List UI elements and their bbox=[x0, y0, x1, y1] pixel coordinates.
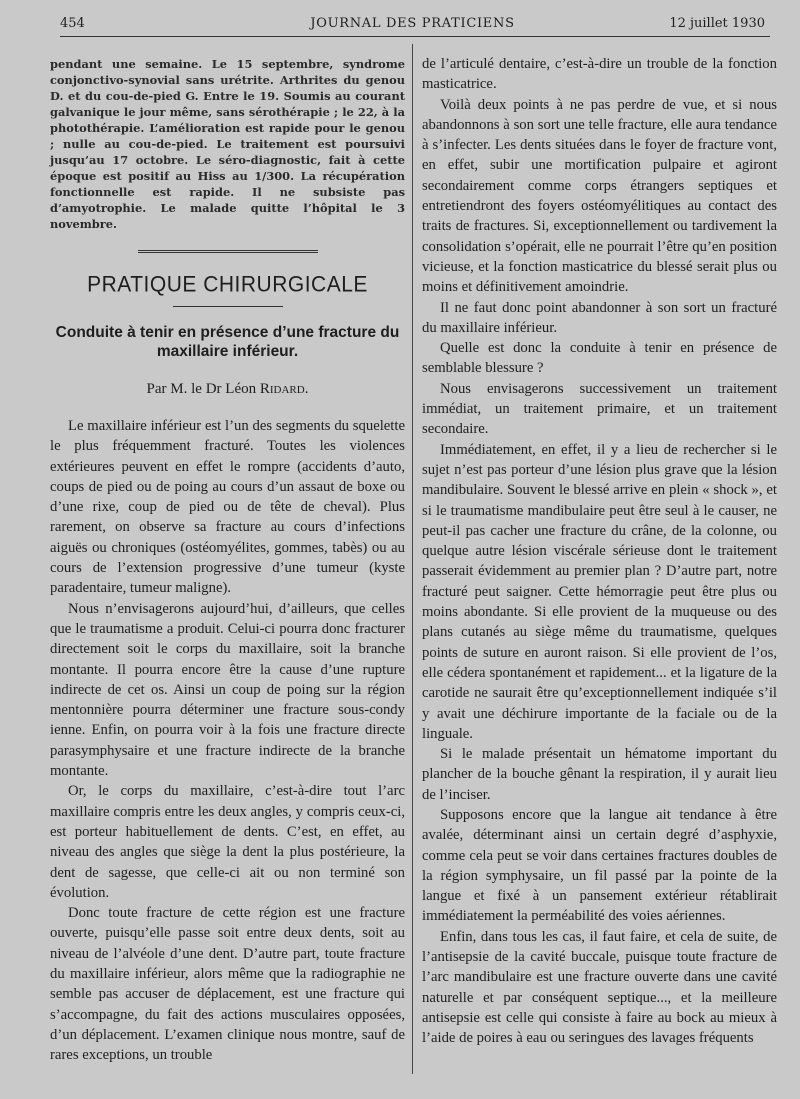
case-note bbox=[50, 56, 405, 232]
paragraph: Immédiatement, en effet, il y a lieu de rechercher si le sujet n’est pas porteur d’une lésion plus grave que la lésion mandibulaire. Souvent le blessé arrive en plein « shock », et si le traumatisme mandibulaire peut être seul à le causer, ne peut-il pas cacher une fracture du crâne, de la colonne, ou quelque autre lésion viscérale sérieuse dont le traitement passerait évidemment au premier plan ? D’autre part, notre fracturé peut saigner. Cette hémorragie peut être plus ou moins abondante. Si elle provient de la muqueuse ou des plans cutanés au siège même du traumatisme, quelques points de suture en auront raison. Si elle provient de l’os, elle cédera spontanément et rapidement... et la ligature de la carotide ne saurait être qu’exceptionnellement indiquée s’il y avait une déchirure importante de la faciale ou de la linguale. bbox=[422, 441, 777, 742]
paragraph: Or, le corps du maxillaire, c’est-à-dire tout l’arc maxillaire compris entre les deux angles, y compris ceux-ci, est porteur habituellement de dents. C’est, en effet, au niveau des angles que siège la dent la plus postérieure, la dent de sagesse, que celle-ci ait ou non terminé son évolution. bbox=[50, 783, 405, 901]
paragraph: Enfin, dans tous les cas, il faut faire, et cela de suite, de l’antisepsie de la cavité buccale, puisque toute fracture de l’arc mandibulaire est une fracture ouverte dans une cavité naturelle et par conséquent septique..., et la meilleure antisepsie est celle qui consiste à faire au bock au mieux à l’aide de poires à eau ou seringues des lavages fréquents bbox=[422, 928, 777, 1047]
journal-title: JOURNAL DES PRATICIENS bbox=[310, 16, 515, 31]
left-column bbox=[50, 56, 405, 1066]
section-separator bbox=[138, 250, 318, 255]
paragraph: Si le malade présentait un hématome important du plancher de la bouche gênant la respiration, il y aurait lieu de l’inciser. bbox=[422, 746, 777, 803]
section-underline bbox=[173, 306, 283, 307]
paragraph: Supposons encore que la langue ait tendance à être avalée, déterminant ainsi un certain degré d’asphyxie, comme cela peut se voir dans certaines fractures doubles de la région symphysaire, un fil passé par la pointe de la langue et fixé à un pansement extérieur rétablirait immédiatement la perméabilité des voies aériennes. bbox=[422, 806, 777, 925]
right-column bbox=[422, 54, 777, 1049]
case-note-text: pendant une semaine. Le 15 septembre, syndrome conjonctivo-synovial sans urétrite. Arthrites du genou D. et du cou-de-pied G. Entre le 19. Soumis au courant galvanique le jour même, sans sérothérapie ; le 22, à la photothérapie. L’amélioration est rapide pour le genou ; nulle au cou-de-pied. Le traitement est poursuivi jusqu’au 17 octobre. Le séro-diagnostic, fait à cette époque est positif au Hiss au 1/300. La récupération fonctionnelle est rapide. Il ne subsiste pas d’amyotrophie. Le malade quitte l’hôpital le 3 novembre. bbox=[50, 57, 405, 231]
article-author bbox=[50, 381, 405, 398]
paragraph: de l’articulé dentaire, c’est-à-dire un trouble de la fonction masticatrice. bbox=[422, 56, 777, 93]
article-title: Conduite à tenir en présence d’une fracture du maxillaire inférieur. bbox=[55, 324, 400, 360]
paragraph: Il ne faut donc point abandonner à son sort un fracturé du maxillaire inférieur. bbox=[422, 299, 777, 336]
section-title: PRATIQUE CHIRURGICALE bbox=[87, 272, 368, 297]
issue-date: 12 juillet 1930 bbox=[669, 16, 765, 31]
author-name: Ridard. bbox=[259, 381, 309, 397]
right-body-text bbox=[422, 54, 777, 1049]
column-divider bbox=[412, 44, 413, 1074]
paragraph: Nous envisagerons successivement un traitement immédiat, un traitement primaire, et un traitement secondaire. bbox=[422, 380, 777, 438]
page-number: 454 bbox=[60, 16, 85, 31]
header-rule bbox=[60, 36, 770, 37]
left-body-text bbox=[50, 416, 405, 1066]
paragraph: Nous n’envisagerons aujourd’hui, d’ailleurs, que celles que le traumatisme a produit. Celui-ci pourra donc fracturer directement soit le corps du maxillaire, soit la branche montante. Il pourra encore être la cause d’une rupture indirecte de cet os. Ainsi un coup de poing sur la région mentonnière pourra déterminer une fracture sous-condy ienne. Enfin, on pourra voir à la fois une fracture directe parasymphysaire et une fracture indirecte de la branche montante. bbox=[50, 600, 405, 780]
paragraph: Donc toute fracture de cette région est une fracture ouverte, puisqu’elle passe soit entre deux dents, soit au niveau de l’alvéole d’une dent. D’autre part, toute fracture du maxillaire inférieur, alors même que la radiographie ne semble pas accuser de déplacement, est une fracture qui s’accompagne, du fait des actions musculaires opposées, d’un déplacement. L’examen clinique nous montre, sauf de rares exceptions, un trouble bbox=[50, 905, 405, 1064]
paragraph: Le maxillaire inférieur est l’un des segments du squelette le plus fréquemment fracturé. Toutes les violences extérieures peuvent en effet le rompre (accidents d’auto, coups de pied ou de poing au cours d’un assaut de boxe ou d’une rixe, coup de pied ou de tête de cheval). Plus rarement, on observe sa fracture au cours d’infections aiguës ou chroniques (ostéomyélites, gommes, tabès) ou au cours de l’extension progressive d’une tumeur (kyste paradentaire, tumeur maligne). bbox=[50, 418, 405, 597]
paragraph: Quelle est donc la conduite à tenir en présence de semblable blessure ? bbox=[422, 340, 777, 377]
paragraph: Voilà deux points à ne pas perdre de vue, et si nous abandonnons à son sort une telle fracture, elle aura tendance à s’infecter. Les dents situées dans le foyer de fracture vont, en effet, subir une mortification pulpaire et agiront secondairement comme corps étrangers septiques et entretiendront des foyers ostéomyélitiques au contact des traits de fractures. Si, exceptionnellement ou tardivement la consolidation s’opérait, elle ne pourrait l’être qu’en position vicieuse, et la fonction masticatrice du blessé serait plus ou moins et définitivement amoindrie. bbox=[422, 96, 777, 296]
running-header bbox=[60, 14, 765, 38]
author-prefix: Par M. le Dr Léon bbox=[146, 381, 257, 397]
